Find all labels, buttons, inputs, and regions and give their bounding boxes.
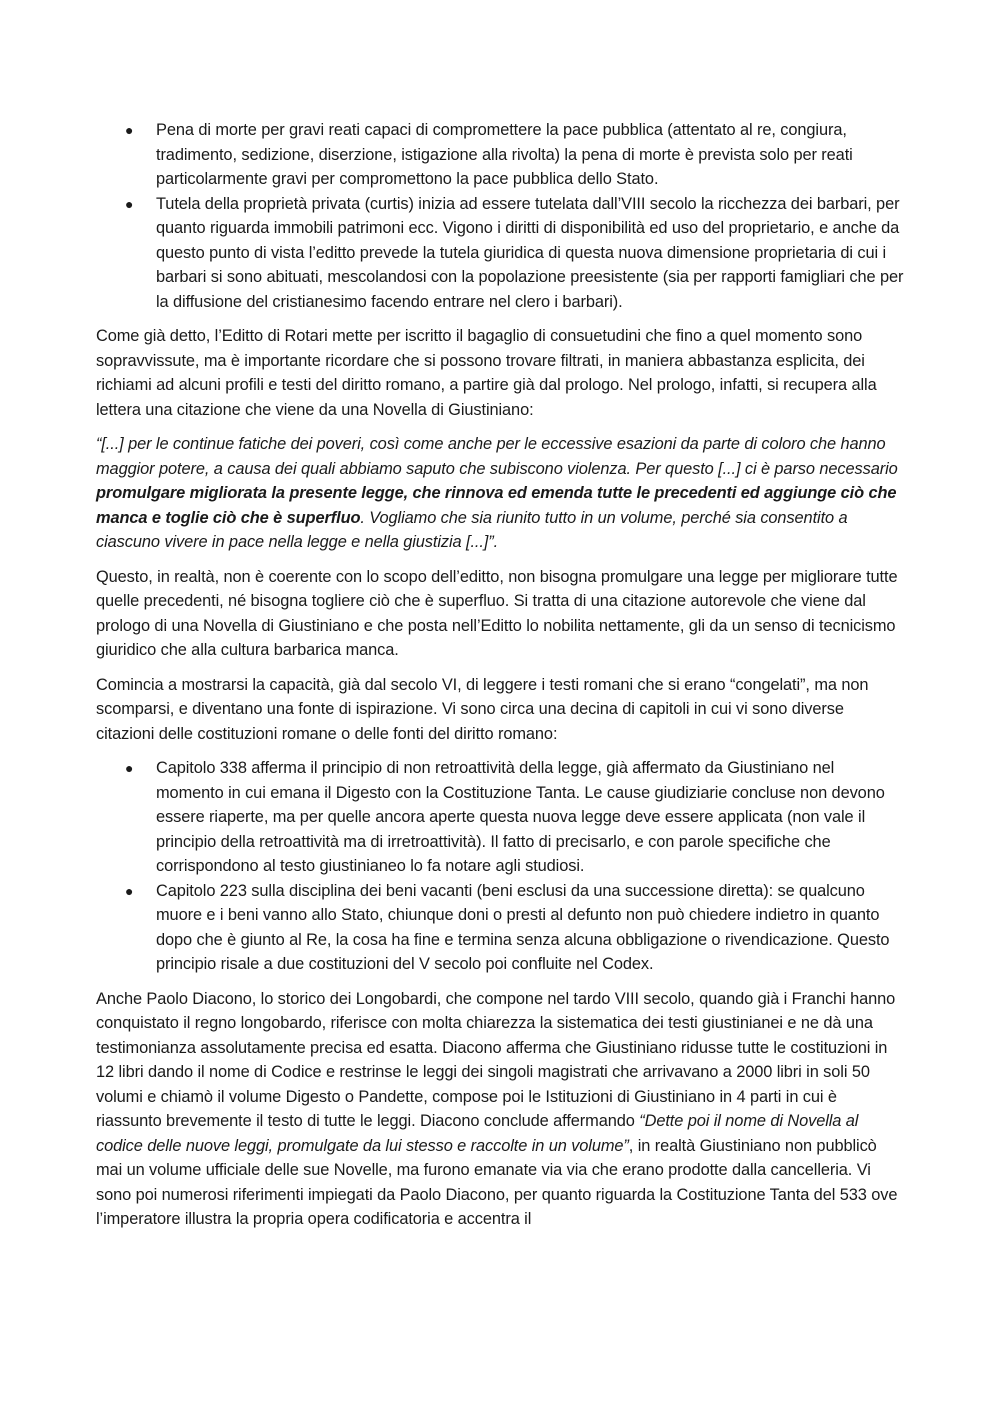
bullet-list-chapters bbox=[96, 756, 904, 977]
list-item-text: Tutela della proprietà privata (curtis) inizia ad essere tutelata dall’VIII secolo la ricchezza dei barbari, per quanto riguarda immobili patrimoni ecc. Vigono i diritti di disponibilità ed uso del proprietario, e anche da questo punto di vista l’editto prevede la tutela giuridica di questa nuova dimensione proprietaria di cui i barbari si sono abituati, mescolandosi con la popolazione preesistente (sia per rapporti famigliari che per la diffusione del cristianesimo facendo entrare nel clero i barbari). bbox=[156, 194, 904, 311]
bullet-icon: ● bbox=[125, 195, 134, 212]
bullet-icon: ● bbox=[125, 760, 134, 776]
paragraph-rotari-prologue: Come già detto, l’Editto di Rotari mette per iscritto il bagaglio di consuetudini che fino a quel momento sono sopravvissute, ma è importante ricordare che si possono trovare filtrati, in maniera abbastanza esplicita, dei richiami ad alcuni profili e testi del diritto romano, a partire già dal prologo. Nel prologo, infatti, si recupera alla lettera una citazione che viene da una Novella di Giustiniano: bbox=[96, 327, 877, 419]
paragraph-paolo-diacono bbox=[96, 987, 904, 1232]
bullet-icon: ● bbox=[125, 882, 134, 899]
quote-text-start: “[...] per le continue fatiche dei poveri, così come anche per le eccessive esazioni da parte di coloro che hanno maggior potere, a causa dei quali abbiamo saputo che subiscono violenza. Per questo [...] ci è parso necessario bbox=[96, 435, 898, 478]
list-item-text: Pena di morte per gravi reati capaci di compromettere la pace pubblica (attentato al re, congiura, tradimento, sedizione, diserzione, istigazione alla rivolta) la pena di morte è prevista solo per reati particolarmente gravi per compromettono la pace pubblica dello Stato. bbox=[156, 121, 853, 188]
list-item-text: Capitolo 338 afferma il principio di non retroattività della legge, già affermato da Giustiniano nel momento in cui emana il Digesto con la Costituzione Tanta. Le cause giudiziarie concluse non devono essere riaperte, ma per quelle ancora aperte questa nuova legge deve essere applicata (non vale il principio della retroattività ma di irretroattività). Il fatto di precisarlo, e con parole specifiche che corrispondono al testo giustinianeo lo fa notare agli studiosi. bbox=[156, 759, 885, 875]
quote-text-bold: promulgare migliorata la presente legge, che rinnova ed emenda tutte le precedenti ed aggiunge ciò che manca e toglie ciò che è superfluo bbox=[96, 484, 897, 527]
bullet-icon: ● bbox=[125, 122, 134, 138]
document-body bbox=[96, 118, 904, 1232]
list-item bbox=[125, 118, 904, 192]
list-item bbox=[125, 756, 904, 879]
list-item-text: Capitolo 223 sulla disciplina dei beni vacanti (beni esclusi da una successione diretta): se qualcuno muore e i beni vanno allo Stato, chiunque doni o presti al defunto non può chiedere indietro in quanto dopo che è giunto al Re, la cosa ha fine e termina senza alcuna obbligazione o rivendicazione. Questo principio risale a due costituzioni del V secolo poi confluite nel Codex. bbox=[156, 881, 890, 973]
paragraph-text-italic: “Dette poi il nome di Novella al codice delle nuove leggi, promulgate da lui stesso e raccolte in un volume” bbox=[96, 1112, 859, 1155]
paragraph-roman-texts: Comincia a mostrarsi la capacità, già dal secolo VI, di leggere i testi romani che si erano “congelati”, ma non scomparsi, e diventano una fonte di ispirazione. Vi sono circa una decina di capitoli in cui vi sono diverse citazioni delle costituzioni romane o delle fonti del diritto romano: bbox=[96, 675, 869, 743]
list-item bbox=[125, 192, 904, 315]
paragraph-coherence: Questo, in realtà, non è coerente con lo scopo dell’editto, non bisogna promulgare una legge per migliorare tutte quelle precedenti, né bisogna togliere ciò che è superfluo. Si tratta di una citazione autorevole che viene dal prologo di una Novella di Giustiniano e che posta nell’Editto lo nobilita nettamente, gli da un senso di tecnicismo giuridico che alla cultura barbarica manca. bbox=[96, 567, 898, 659]
paragraph-text-start: Anche Paolo Diacono, lo storico dei Longobardi, che compone nel tardo VIII secolo, quando già i Franchi hanno conquistato il regno longobardo, riferisce con molta chiarezza la sistematica dei testi giustinianei e ne dà una testimonianza assolutamente precisa ed esatta. Diacono afferma che Giustiniano ridusse tutte le costituzioni in 12 libri dando il nome di Codice e restrinse le leggi dei singoli magistrati che arrivavano a 2000 libri in soli 50 volumi e chiamò il volume Digesto o Pandette, compose poi le Istituzioni di Giustiniano in 4 parti in cui è riassunto brevemente il testo di tutte le leggi. Diacono conclude affermando bbox=[96, 989, 896, 1130]
quote-novella bbox=[96, 432, 904, 555]
quote-text-end: . Vogliamo che sia riunito tutto in un volume, perché sia consentito a ciascuno vivere in pace nella legge e nella giustizia [...]”. bbox=[96, 508, 848, 551]
bullet-list-penalties bbox=[96, 118, 904, 314]
paragraph-text-end: , in realtà Giustiniano non pubblicò mai un volume ufficiale delle sue Novelle, ma furono emanate via via che erano prodotte dalla cancelleria. Vi sono poi numerosi riferimenti impiegati da Paolo Diacono, per quanto riguarda la Costituzione Tanta del 533 ove l’imperatore illustra la propria opera codificatoria e accentra il bbox=[96, 1136, 898, 1228]
list-item bbox=[125, 879, 904, 977]
